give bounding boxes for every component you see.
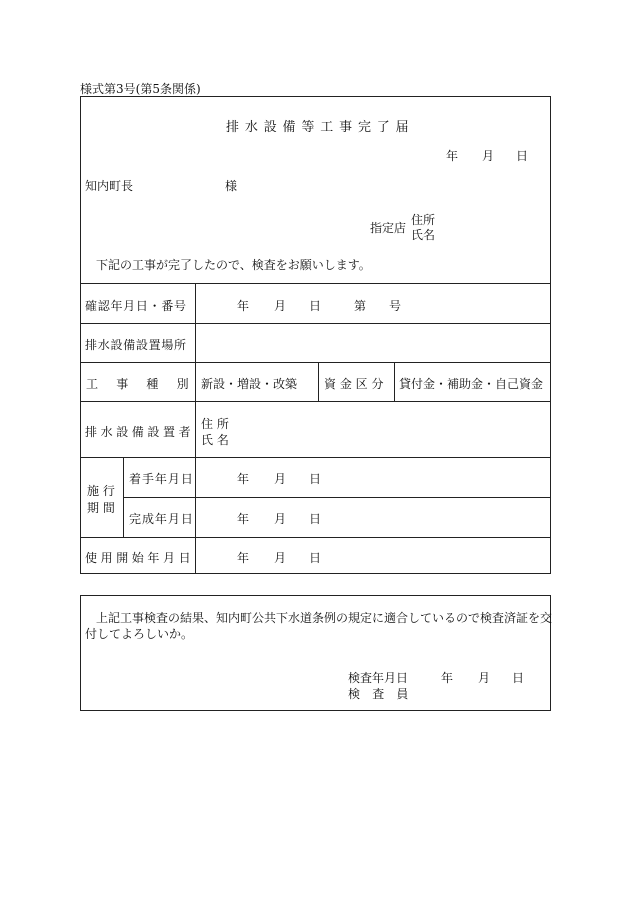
confirm-date-number-label: 確認年月日・番号 <box>85 299 187 313</box>
store-name-label: 氏名 <box>411 228 436 242</box>
installation-location-label: 排水設備設置場所 <box>85 338 187 352</box>
use-start-month: 月 <box>274 551 287 565</box>
document-title: 排水設備等工事完了届 <box>226 120 415 135</box>
row-divider <box>80 401 551 402</box>
confirm-number-suffix: 号 <box>389 299 402 313</box>
row-divider <box>80 457 551 458</box>
start-day: 日 <box>309 472 322 486</box>
store-address-label: 住所 <box>411 213 436 227</box>
fund-category-value: 貸付金・補助金・自己資金 <box>399 377 544 391</box>
confirm-month: 月 <box>274 299 287 313</box>
inspection-text-line1: 上記工事検査の結果、知内町公共下水道条例の規定に適合しているので検査済証を交 <box>96 611 553 625</box>
start-date-label: 着手年月日 <box>129 472 194 486</box>
table-top-line <box>80 283 551 284</box>
addressee: 知内町長 <box>85 179 134 193</box>
confirm-year: 年 <box>237 299 250 313</box>
use-start-day: 日 <box>309 551 322 565</box>
fund-category-label: 資 金 区 分 <box>324 377 384 391</box>
form-number-label: 様式第3号(第5条関係) <box>80 82 201 96</box>
installer-label: 排水設備設置者 <box>85 425 195 439</box>
completion-date-label: 完成年月日 <box>129 512 194 526</box>
completion-statement: 下記の工事が完了したので、検査をお願いします。 <box>96 258 371 272</box>
row-divider <box>80 362 551 363</box>
date-month-label: 月 <box>482 149 495 163</box>
construction-period-label-line2: 期 間 <box>87 501 115 515</box>
date-year-label: 年 <box>446 149 459 163</box>
row-divider <box>123 497 551 498</box>
column-divider <box>394 362 395 401</box>
row-divider <box>80 323 551 324</box>
start-month: 月 <box>274 472 287 486</box>
honorific: 様 <box>225 179 238 193</box>
start-year: 年 <box>237 472 250 486</box>
confirm-number-prefix: 第 <box>354 299 367 313</box>
column-divider <box>318 362 319 401</box>
completion-report-form <box>80 96 551 574</box>
inspection-day: 日 <box>512 671 525 685</box>
confirm-day: 日 <box>309 299 322 313</box>
installer-name-label: 氏 名 <box>201 433 229 447</box>
completion-month: 月 <box>274 512 287 526</box>
inspector-label: 検 査 員 <box>348 687 413 701</box>
completion-day: 日 <box>309 512 322 526</box>
inspection-date-label: 検査年月日 <box>348 671 409 685</box>
row-divider <box>80 537 551 538</box>
column-divider <box>123 457 124 537</box>
completion-year: 年 <box>237 512 250 526</box>
use-start-date-label: 使用開始年月日 <box>85 551 195 565</box>
date-day-label: 日 <box>516 149 529 163</box>
construction-period-label-line1: 施 行 <box>87 484 115 498</box>
inspection-month: 月 <box>478 671 491 685</box>
inspection-text-line2: 付してよろしいか。 <box>85 627 194 641</box>
inspection-year: 年 <box>441 671 454 685</box>
installer-address-label: 住 所 <box>201 417 229 431</box>
work-type-value: 新設・増設・改築 <box>201 377 298 391</box>
column-divider <box>195 283 196 574</box>
use-start-year: 年 <box>237 551 250 565</box>
work-type-label: 工 事 種 別 <box>86 377 196 391</box>
designated-store-label: 指定店 <box>370 221 407 235</box>
